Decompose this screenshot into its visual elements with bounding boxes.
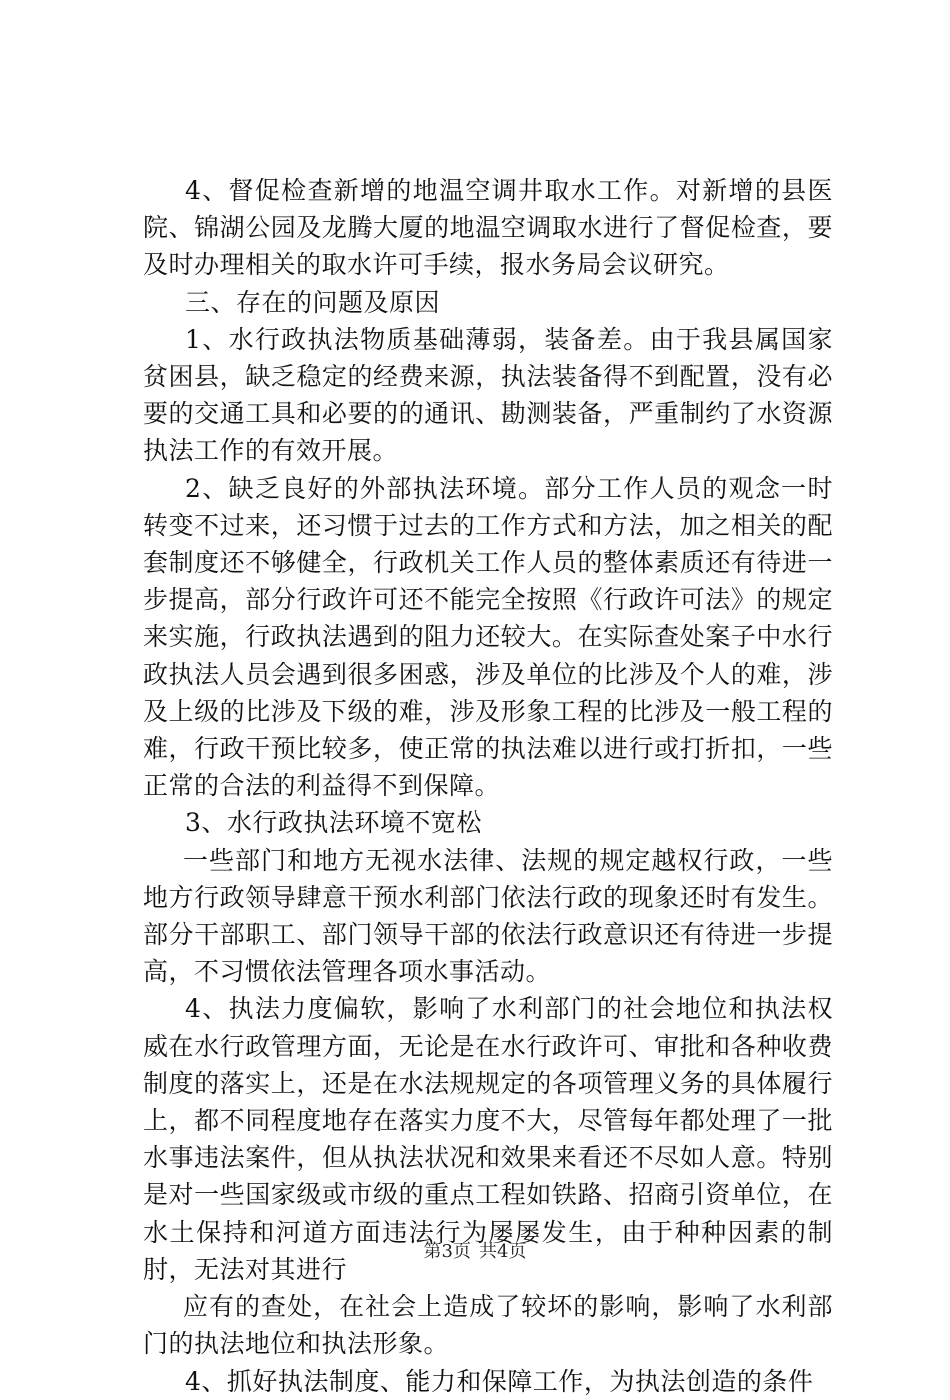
paragraph-item-4-continuation: 应有的查处，在社会上造成了较坏的影响，影响了水利部门的执法地位和执法形象。 — [143, 1292, 833, 1359]
paragraph-item-1-equipment: 1、水行政执法物质基础薄弱，装备差。由于我县属国家贫困县，缺乏稳定的经费来源，执法装备得不到配置，没有必要的交通工具和必要的的通讯、勘测装备，严重制约了水资源执法工作的有效开展。 — [143, 324, 833, 466]
paragraph-item-4-system: 4、抓好执法制度、能力和保障工作，为执法创造的条件 — [185, 1366, 814, 1396]
paragraph-item-2-environment: 2、缺乏良好的外部执法环境。部分工作人员的观念一时转变不过来，还习惯于过去的工作方式和方法，加之相关的配套制度还不够健全，行政机关工作人员的整体素质还有待进一步提高，部分行政许可还不能完全按照《行政许可法》的规定来实施，行政执法遇到的阻力还较大。在实际查处案子中水行政执法人员会遇到很多困惑，涉及单位的比涉及个人的难，涉及上级的比涉及下级的难，涉及形象工程的比涉及一般工程的难，行政干预比较多，使正常的执法难以进行或打折扣，一些正常的合法的利益得不到保障。 — [143, 473, 833, 801]
page-footer — [0, 1240, 950, 1264]
section-heading-problems: 三、存在的问题及原因 — [185, 287, 441, 317]
page-number-total: 共4页 — [479, 1241, 527, 1262]
paragraph-item-4-geothermal: 4、督促检查新增的地温空调井取水工作。对新增的县医院、锦湖公园及龙腾大厦的地温空调取水进行了督促检查，要及时办理相关的取水许可手续，报水务局会议研究。 — [143, 176, 833, 280]
page-number-current: 第3页 — [423, 1241, 471, 1262]
paragraph-item-4-enforcement: 4、执法力度偏软，影响了水利部门的社会地位和执法权威在水行政管理方面，无论是在水行政许可、审批和各种收费制度的落实上，还是在水法规规定的各项管理义务的具体履行上，都不同程度地存在落实力度不大，尽管每年都处理了一批水事违法案件，但从执法状况和效果来看还不尽如人意。特别是对一些国家级或市级的重点工程如铁路、招商引资单位，在水土保持和河道方面违法行为屡屡发生，由于种种因素的制肘，无法对其进行 — [143, 994, 833, 1284]
document-body — [143, 172, 833, 1400]
paragraph-item-3-heading: 3、水行政执法环境不宽松 — [185, 808, 482, 838]
paragraph-item-3-body: 一些部门和地方无视水法律、法规的规定越权行政，一些地方行政领导肆意干预水利部门依法行政的现象还时有发生。部分干部职工、部门领导干部的依法行政意识还有待进一步提高，不习惯依法管理各项水事活动。 — [143, 845, 833, 987]
